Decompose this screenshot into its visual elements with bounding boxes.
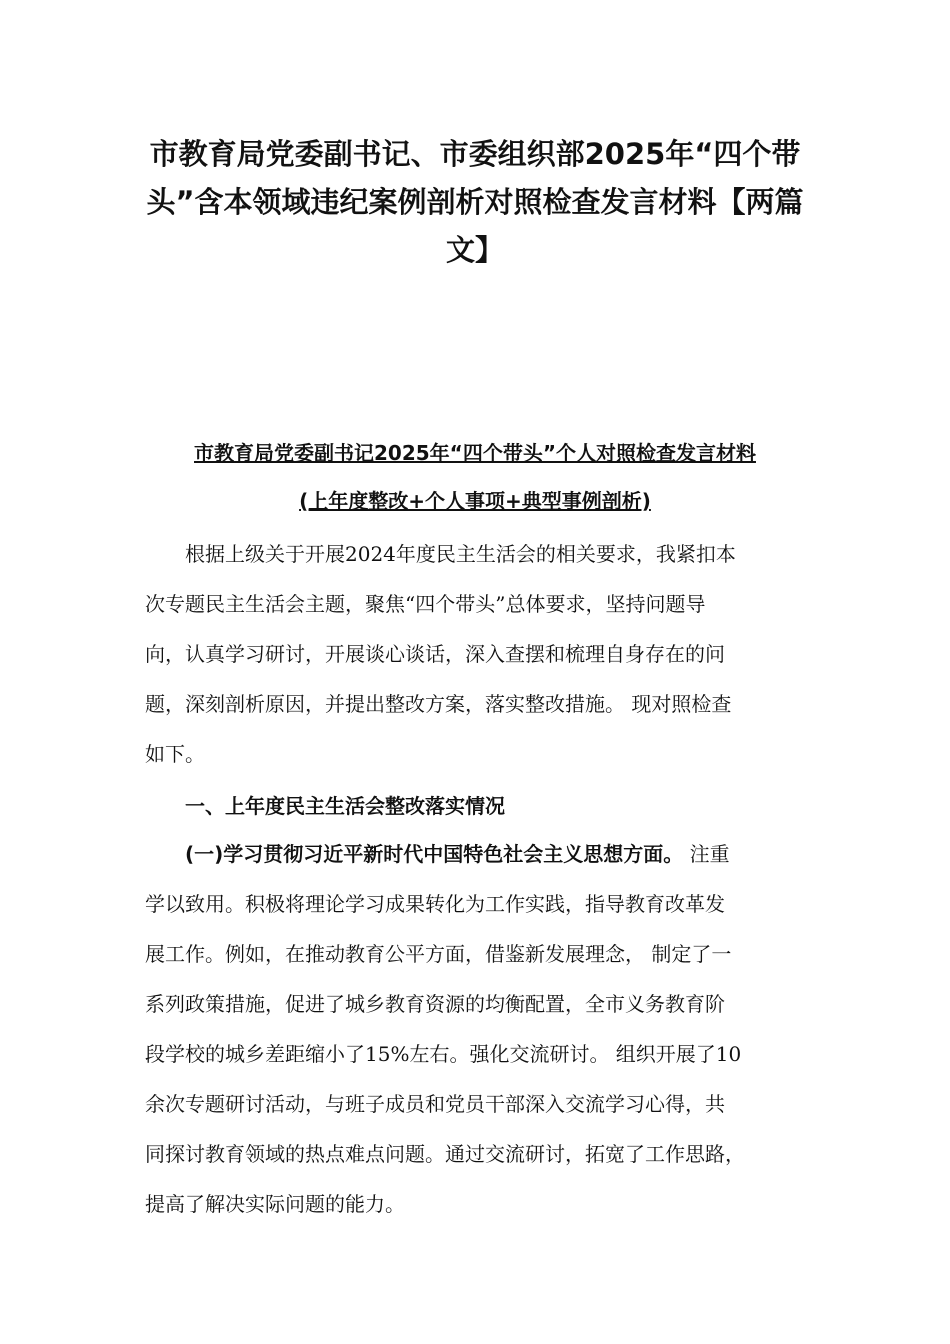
paragraph-text: 注重 bbox=[683, 842, 730, 866]
subsection-heading: (一)学习贯彻习近平新时代中国特色社会主义思想方面。 bbox=[185, 842, 684, 866]
subtitle-line: 市教育局党委副书记2025年“四个带头”个人对照检查发言材料 bbox=[194, 441, 756, 465]
paragraph-line: 同探讨教育领域的热点难点问题。通过交流研讨，拓宽了工作思路， bbox=[145, 1142, 745, 1166]
paragraph-line: 提高了解决实际问题的能力。 bbox=[145, 1192, 405, 1216]
subsection-first-line bbox=[185, 838, 865, 867]
subtitle-line: (上年度整改+个人事项+典型事例剖析) bbox=[299, 489, 651, 513]
paragraph-line: 题，深刻剖析原因，并提出整改方案，落实整改措施。 现对照检查 bbox=[145, 692, 732, 716]
paragraph-line: 系列政策措施，促进了城乡教育资源的均衡配置，全市义务教育阶 bbox=[145, 992, 725, 1016]
paragraph-line: 根据上级关于开展2024年度民主生活会的相关要求，我紧扣本 bbox=[185, 542, 736, 566]
paragraph-line: 如下。 bbox=[145, 742, 205, 766]
title-line: 文】 bbox=[445, 233, 504, 267]
document-title bbox=[120, 130, 830, 274]
paragraph-line: 段学校的城乡差距缩小了15%左右。强化交流研讨。 组织开展了10 bbox=[145, 1042, 742, 1066]
title-line: 市教育局党委副书记、市委组织部2025年“四个带 bbox=[149, 137, 801, 171]
paragraph-line: 余次专题研讨活动，与班子成员和党员干部深入交流学习心得，共 bbox=[145, 1092, 725, 1116]
section-heading: 一、上年度民主生活会整改落实情况 bbox=[185, 794, 505, 818]
paragraph-line: 次专题民主生活会主题，聚焦“四个带头”总体要求，坚持问题导 bbox=[145, 592, 706, 616]
paragraph-line: 向，认真学习研讨，开展谈心谈话，深入查摆和梳理自身存在的问 bbox=[145, 642, 725, 666]
paragraph-line: 展工作。例如，在推动教育公平方面，借鉴新发展理念， 制定了一 bbox=[145, 942, 732, 966]
paragraph-line: 学以致用。积极将理论学习成果转化为工作实践，指导教育改革发 bbox=[145, 892, 725, 916]
title-line: 头”含本领域违纪案例剖析对照检查发言材料【两篇 bbox=[146, 185, 804, 219]
